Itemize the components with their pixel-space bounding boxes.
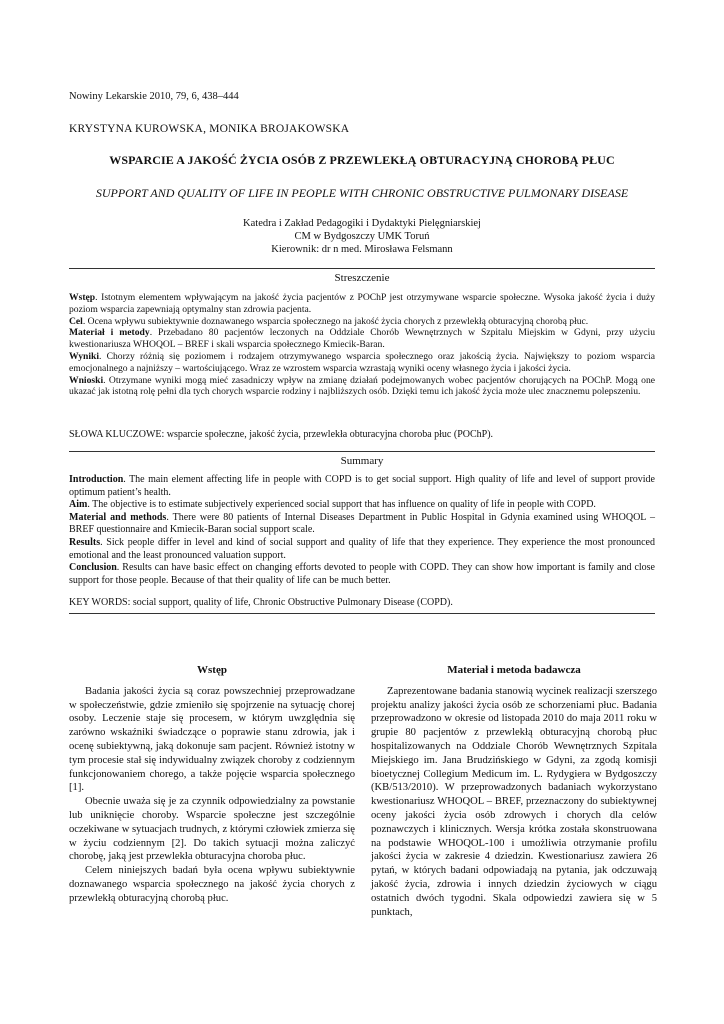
affiliation-line: CM w Bydgoszczy UMK Toruń: [294, 230, 430, 242]
summary-item-introduction: Introduction. The main element affecting life in people with COPD is to get social support. High quality of life and level of support provide optimum patient’s health.: [69, 474, 655, 498]
rule-top: [69, 268, 655, 269]
rule-middle: [69, 451, 655, 452]
keywords-english: KEY WORDS: social support, quality of life, Chronic Obstructive Pulmonary Disease (COPD).: [69, 597, 453, 608]
affiliation-line: Katedra i Zakład Pedagogiki i Dydaktyki Pielęgniarskiej: [243, 218, 481, 229]
summary-item-methods: Material and methods. There were 80 patients of Internal Diseases Department in Public Hospital in Gdynia examined using WHOQOL – BREF questionnaire and Kmiecik-Baran social support scale.: [69, 511, 655, 536]
summary-item-aim: Aim. The objective is to estimate subjectively experienced social support that has influence on quality of life in people with COPD.: [69, 499, 596, 511]
paragraph: Badania jakości życia są coraz powszechniej przeprowadzane w społeczeństwie, gdzie zmieniło się spojrzenie na sytuację chorej osoby. Leczenie staje się procesem, w którym uwzględnia się zarówno wskaźniki świadczące o poprawie stanu zdrowia, jak i ocenę subiektywną, jaką dokonuje sam pacjent. Również istotny w tym procesie stał się indywidualny związek choroby z codziennym funkcjonowaniem chorego, a także pojęcie wsparcia społecznego [1].: [69, 685, 355, 794]
abstract-item-wnioski: Wnioski. Otrzymane wyniki mogą mieć zasadniczy wpływ na zmianę działań podejmowanych wobec pacjentów chorujących na POChP. Mogą one ukazać jak istotną rolę pełni dla tych chorych wsparcie rodziny i najbliższych osób. Dzięki temu ich jakość życia może ulec znacznemu polepszeniu.: [69, 374, 655, 398]
summary-item-conclusion: Conclusion. Results can have basic effect on changing efforts devoted to people with COPD. They can show how important is family and close support for those people. Because of that their quality of life can be much better.: [69, 562, 655, 586]
paragraph: Zaprezentowane badania stanowią wycinek realizacji szerszego projektu analizy jakości życia osób ze schorzeniami płuc. Badania przeprowadzono w okresie od listopada 2010 do maja 2011 roku w grupie 80 pacjentów z przewlekłą obturacyjną chorobą płuc hospitalizowanych na Oddziale Chorób Wewnętrznych Szpitala Miejskiego im. Jana Brudzińskiego w Gdyni, za zgodą komisji bioetycznej Collegium Medicum im. L. Rydygiera w Bydgoszczy (KB/513/2010). W przeprowadzonych badaniach wykorzystano kwestionariusz WHOQOL – BREF, przeznaczony do subiektywnej oceny jakości życia osób zdrowych i chorych dla celów poznawczych i klinicznych. Wersja krótka została skonstruowana na podstawie WHOQOL-100 i umożliwia otrzymanie profilu jakości życia w zakresie 4 dziedzin. Kwestionariusz zawiera 26 pytań, w których badani odpowiadają na pytania, jak odczuwają jakość życia, zdrowia i innych dziedzin życiowych w ciągu ostatnich dwóch tygodni. Skala odpowiedzi zawiera się w 5 punktach,: [371, 685, 657, 918]
rule-bottom: [69, 613, 655, 614]
column-methods: [371, 664, 657, 919]
paragraph: Celem niniejszych badań była ocena wpływu subiektywnie doznawanego wsparcia społecznego na jakość życia chorych z przewlekłą obturacyjną chorobą płuc.: [69, 865, 355, 904]
summary-item-results: Results. Sick people differ in level and kind of social support and quality of life that they experience. They experience the most pronounced emotional and the least pronounced valuation support.: [69, 536, 655, 561]
abstract-item-cel: Cel. Ocena wpływu subiektywnie doznawanego wsparcia społecznego na jakość życia chorych z przewlekłą obturacyjną chorobą płuc.: [69, 315, 589, 327]
streszczenie-body: [69, 292, 655, 398]
abstract-item-metody: Materiał i metody. Przebadano 80 pacjentów leczonych na Oddziale Chorób Wewnętrznych w Szpitalu Miejskim w Gdyni, przy użyciu kwestionariusza WHOQOL – BREF i skali wsparcia społecznego Kmiecik-Baran.: [69, 327, 655, 351]
paragraph: Obecnie uważa się je za czynnik odpowiedzialny za powstanie lub uniknięcie choroby. Wsparcie społeczne jest szczególnie oczekiwane w sytuacjach trudnych, z którymi człowiek zmierza się w życiu codziennym [2]. Do takich sytuacji można zaliczyć chorobę, jaką jest przewlekła obturacyjna choroba płuc.: [69, 796, 355, 863]
journal-citation: Nowiny Lekarskie 2010, 79, 6, 438–444: [69, 91, 239, 102]
affiliation: [69, 218, 655, 256]
authors: KRYSTYNA KUROWSKA, MONIKA BROJAKOWSKA: [69, 123, 350, 135]
column-introduction: [69, 664, 355, 906]
section-heading-methods: Materiał i metoda badawcza: [447, 664, 581, 676]
keywords-polish: SŁOWA KLUCZOWE: wsparcie społeczne, jakość życia, przewlekła obturacyjna choroba płuc (POChP).: [69, 429, 494, 440]
abstract-item-wstep: Wstęp. Istotnym elementem wpływającym na jakość życia pacjentów z POChP jest otrzymywane wsparcie społeczne. Wysoka jakość życia i duży poziom wsparcia zapewniają optymalny stan zdrowia pacjenta.: [69, 292, 655, 315]
title-polish: WSPARCIE A JAKOŚĆ ŻYCIA OSÓB Z PRZEWLEKŁĄ OBTURACYJNĄ CHOROBĄ PŁUC: [109, 153, 615, 167]
title-english: SUPPORT AND QUALITY OF LIFE IN PEOPLE WITH CHRONIC OBSTRUCTIVE PULMONARY DISEASE: [95, 186, 629, 200]
section-heading-wstep: Wstęp: [197, 664, 227, 676]
summary-heading: Summary: [340, 455, 384, 467]
summary-body: [69, 474, 655, 587]
abstract-item-wyniki: Wyniki. Chorzy różnią się poziomem i rodzajem otrzymywanego wsparcia społecznego oraz jakością życia. Największy to poziom wsparcia emocjonalnego a najniższy – wartościującego. Wraz ze wzrostem wsparcia wzrastają wyniki oceny własnego życia i jakości życia.: [69, 350, 655, 374]
affiliation-line: Kierownik: dr n med. Mirosława Felsmann: [271, 243, 453, 255]
streszczenie-heading: Streszczenie: [334, 272, 390, 284]
